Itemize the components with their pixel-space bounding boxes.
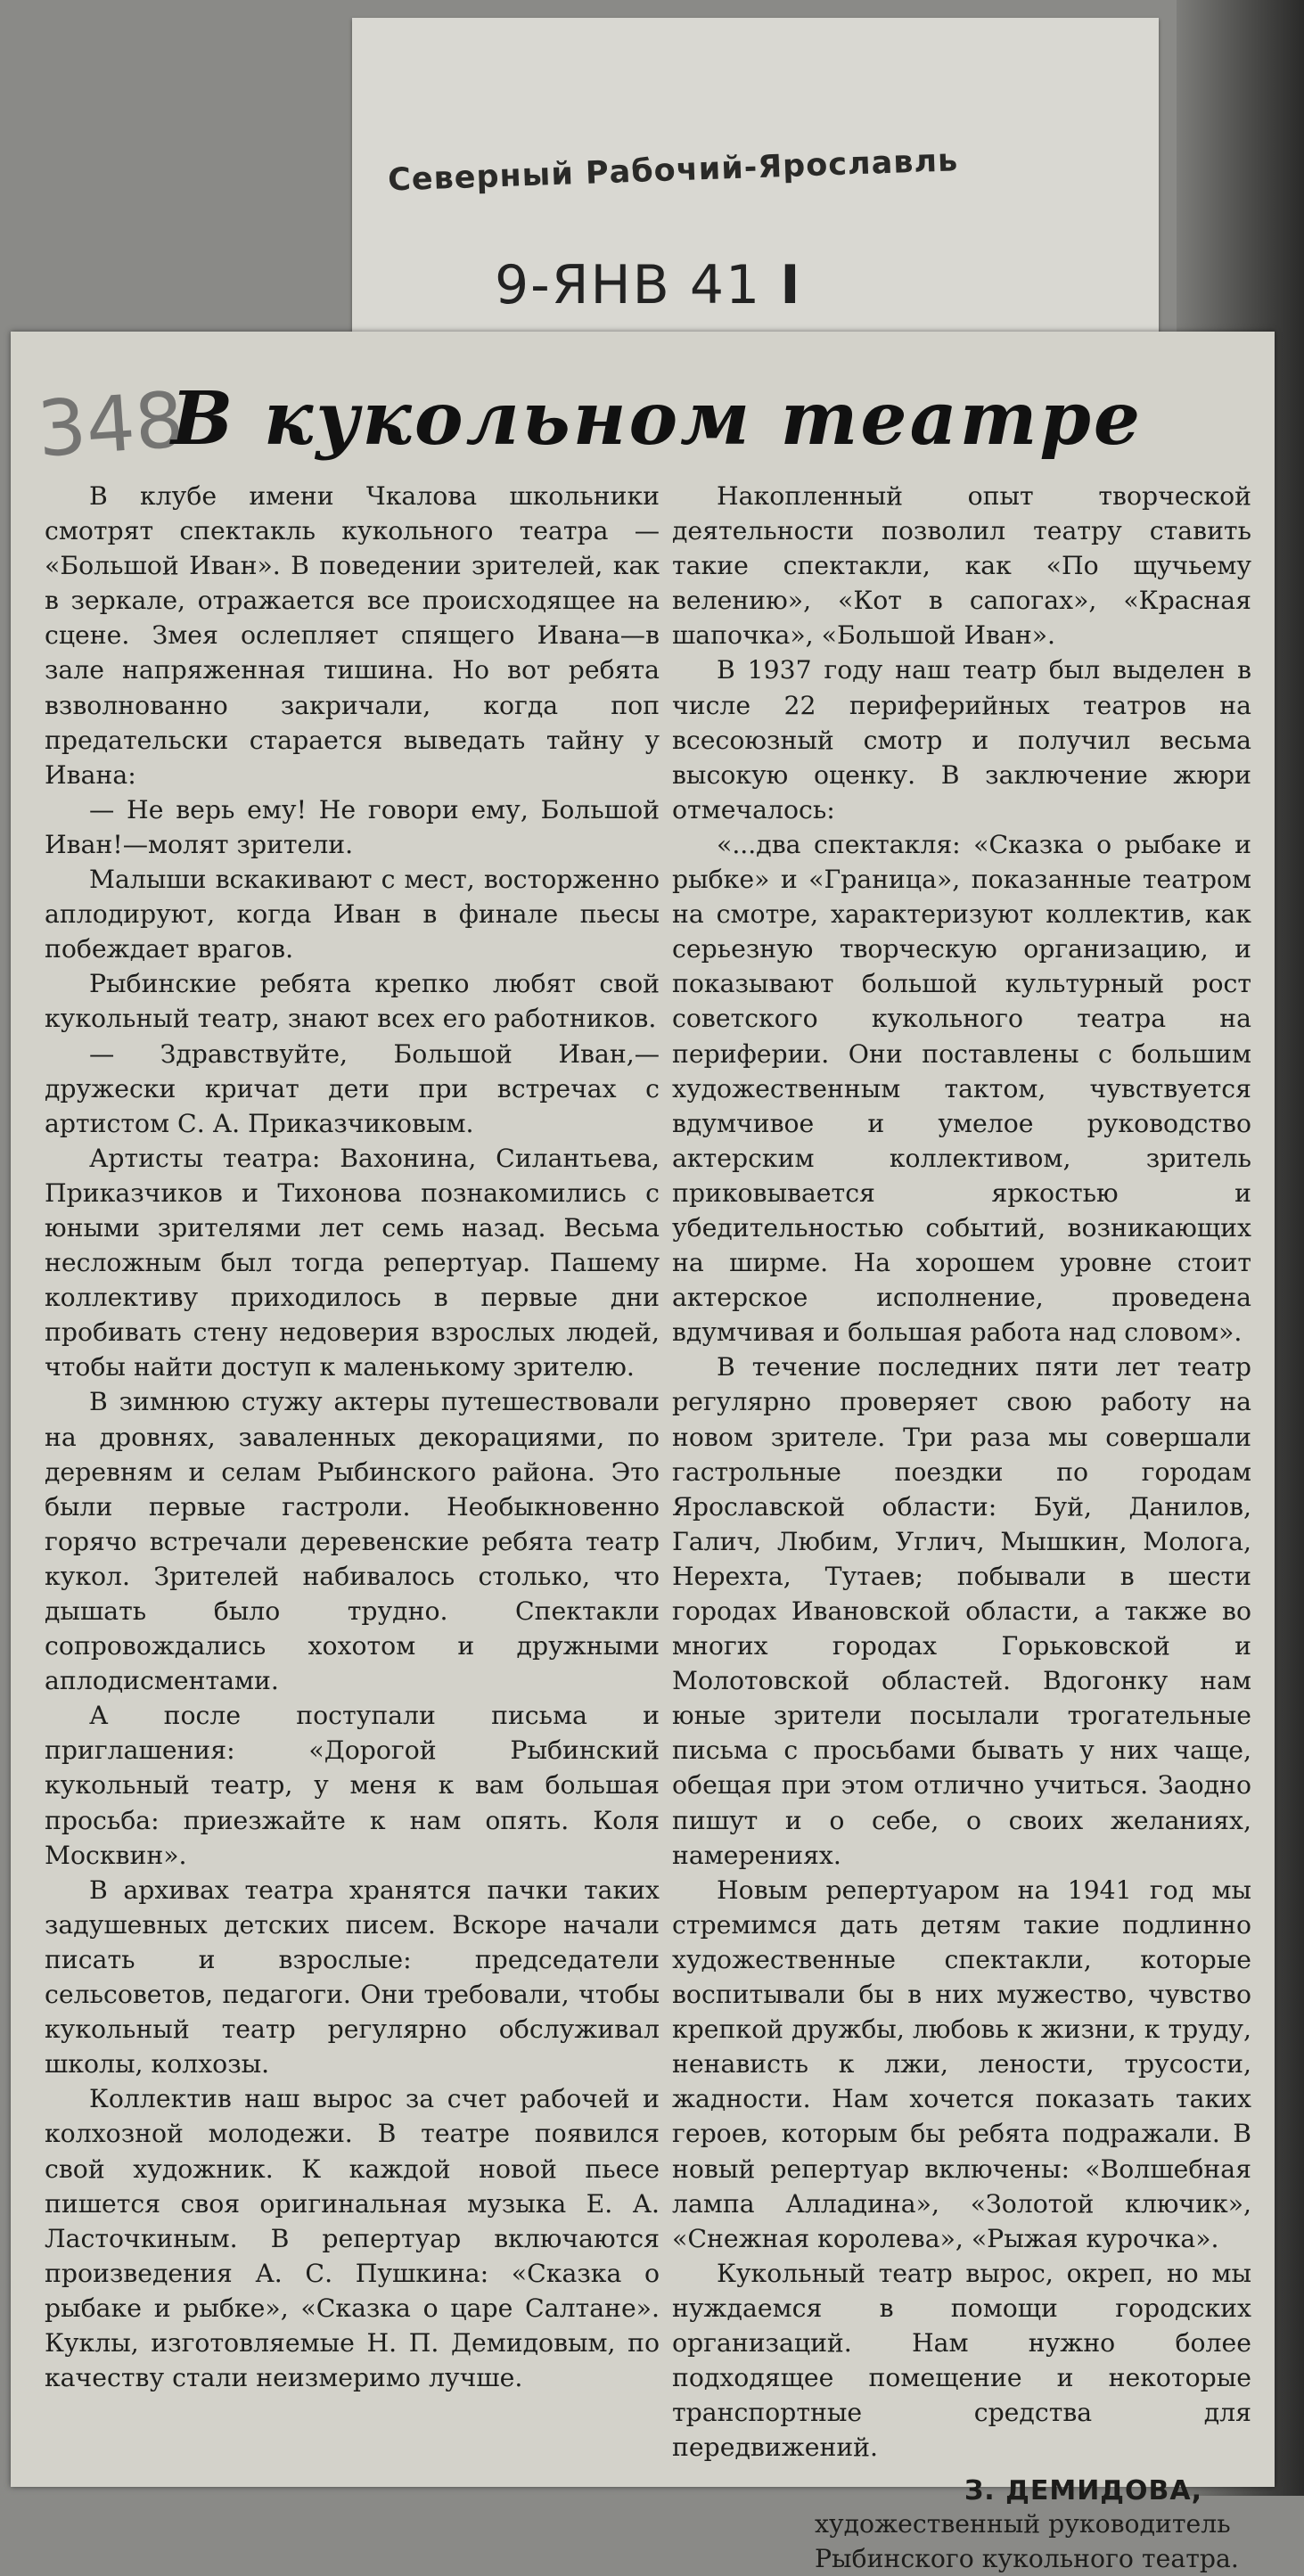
paragraph: А после поступали письма и приглашения: «Дорогой Рыбинский кукольный театр, у меня к вам большая просьба: приезжайте к нам опять. Коля Москвин».	[45, 1701, 660, 1870]
stamp-mark: I	[780, 254, 802, 316]
paragraph: В 1937 году наш театр был выделен в числе 22 периферийных театров на всесоюзный смотр и получил весьма высокую оценку. В заключение жюри отмечалось:	[672, 655, 1251, 824]
paragraph: В зимнюю стужу актеры путешествовали на дровнях, заваленных декорациями, по деревням и селам Рыбинского района. Это были первые гастроли. Необыкновенно горячо встречали деревенские ребята театр кукол. Зрителей набивалось столько, что дышать было трудно. Спектакли сопровождались хохотом и дружными аплодисментами.	[45, 1387, 660, 1696]
paragraph: «...два спектакля: «Сказка о рыбаке и рыбке» и «Граница», показанные театром на смотре, характеризуют коллектив, как серьезную творческую организацию, и показывают большой культурный рост советского кукольного театра на периферии. Они поставлены с большим художественным тактом, чувствуется вдумчивое и умелое руководство актерским коллективом, зритель приковывается яркостью и убедительностью событий, возникающих на ширме. На хорошем уровне стоит актерское исполнение, проведена вдумчивая и большая работа над словом».	[672, 829, 1251, 1348]
paragraph: В течение последних пяти лет театр регулярно проверяет свою работу на новом зрителе. Три раза мы совершали гастрольные поездки по городам Ярославской области: Буй, Данилов, Галич, Любим, Углич, Мышкин, Молога, Нерехта, Тутаев; побывали в шести городах Ивановской области, а также во многих городах Горьковской и Молотовской областей. Вдогонку нам юные зрители посылали трогательные письма с просьбами бывать у них чаще, обещая при этом отлично учиться. Заодно пишут и о себе, о своих желаниях, намерениях.	[672, 1352, 1251, 1870]
right-column	[672, 479, 1251, 2576]
stamp-date	[495, 254, 802, 316]
paragraph: — Здравствуйте, Большой Иван,—дружески кричат дети при встречах с артистом С. А. Приказчиковым.	[45, 1038, 660, 1138]
paragraph: Новым репертуаром на 1941 год мы стремимся дать детям такие подлинно художественные спектакли, которые воспитывали бы в них мужество, чувство крепкой дружбы, любовь к жизни, к труду, ненависть к лжи, лености, трусости, жадности. Нам хочется показать таких героев, которым бы ребята подражали. В новый репертуар включены: «Волшебная лампа Алладина», «Золотой ключик», «Снежная королева», «Рыжая курочка».	[672, 1875, 1251, 2253]
paragraph: Кукольный театр вырос, окреп, но мы нуждаемся в помощи городских организаций. Нам нужно более подходящее помещение и некоторые транспортные средства для передвижений.	[672, 2258, 1251, 2463]
left-column	[45, 479, 660, 2395]
paragraph: — Не верь ему! Не говори ему, Большой Иван!—молят зрители.	[45, 794, 660, 859]
paragraph: В архивах театра хранятся пачки таких задушевных детских писем. Вскоре начали писать и взрослые: председатели сельсоветов, педагоги. Они требовали, чтобы кукольный театр регулярно обслуживал школы, колхозы.	[45, 1875, 660, 2080]
paragraph: Малыши вскакивают с мест, восторженно аплодируют, когда Иван в финале пьесы побеждает врагов.	[45, 865, 660, 964]
paragraph: Артисты театра: Вахонина, Силантьева, Приказчиков и Тихонова познакомились с юными зрителями лет семь назад. Весьма несложным был тогда репертуар. Пашему коллективу приходилось в первые дни пробивать стену недоверия взрослых людей, чтобы найти доступ к маленькому зрителю.	[45, 1143, 660, 1382]
newspaper-clipping	[11, 332, 1275, 2574]
author-signature: З. ДЕМИДОВА,	[964, 2475, 1202, 2507]
paragraph: Рыбинские ребята крепко любят свой кукольный театр, знают всех его работников.	[45, 969, 660, 1034]
paragraph: Накопленный опыт творческой деятельности позволил театру ставить такие спектакли, как «По щучьему велению», «Кот в сапогах», «Красная шапочка», «Большой Иван».	[672, 481, 1251, 651]
paragraph: В клубе имени Чкалова школьники смотрят спектакль кукольного театра — «Большой Иван». В поведении зрителей, как в зеркале, отражается все происходящее на сцене. Змея ослепляет спящего Ивана—в зале напряженная тишина. Но вот ребята взволнованно закричали, когда поп предательски старается выведать тайну у Ивана:	[45, 481, 660, 790]
author-role: художественный руководитель Рыбинского кукольного театра.	[815, 2509, 1239, 2574]
paragraph: Коллектив наш вырос за счет рабочей и колхозной молодежи. В театре появился свой художник. К каждой новой пьесе пишется своя оригинальная музыка Е. А. Ласточкиным. В репертуар включаются произведения А. С. Пушкина: «Сказка о рыбаке и рыбке», «Сказка о царе Салтане». Куклы, изготовляемые Н. П. Демидовым, по качеству стали неизмеримо лучше.	[45, 2084, 660, 2393]
stamp-date-text: 9-ЯНВ 41	[495, 254, 762, 316]
newspaper-name: Северный Рабочий-Ярославль	[387, 143, 959, 199]
handwritten-number: 348	[34, 375, 187, 475]
newspaper-stamp-slip	[352, 18, 1159, 339]
article-headline: В кукольном театре	[171, 376, 1144, 462]
